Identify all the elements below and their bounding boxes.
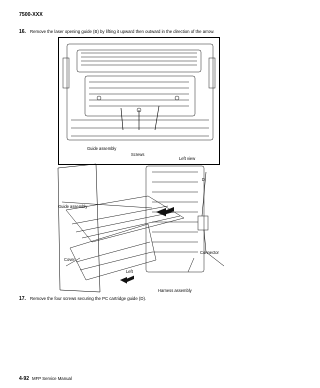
step-number: 17. bbox=[19, 296, 26, 302]
label-cover: Cover bbox=[64, 257, 75, 262]
figure-left-view bbox=[58, 37, 220, 165]
printer-lower-illustration bbox=[56, 162, 236, 294]
step-text: Remove the four screws securing the PC cartridge guide (D). bbox=[30, 296, 147, 301]
label-left-view: Left view bbox=[179, 156, 196, 161]
manual-title: MFP Service Manual bbox=[32, 376, 72, 381]
label-connector: Connector bbox=[200, 250, 219, 255]
step-17 bbox=[19, 296, 146, 302]
label-guide-assembly-lower: Guide assembly bbox=[58, 204, 88, 209]
label-d: D bbox=[202, 177, 205, 182]
page-footer bbox=[19, 376, 72, 382]
page-number: 4-92 bbox=[19, 376, 30, 382]
left-arrow bbox=[120, 276, 134, 284]
step-16 bbox=[19, 29, 214, 35]
printer-upper-illustration bbox=[59, 38, 221, 166]
label-harness-assembly: Harness assembly bbox=[158, 288, 192, 293]
label-left: Left bbox=[126, 269, 133, 274]
label-screws: Screws bbox=[131, 152, 145, 157]
step-number: 16. bbox=[19, 29, 26, 35]
step-text: Remove the laser opening guide (B) by lifting it upward then outward in the direction of the arrow. bbox=[30, 29, 215, 34]
figure-left-side-open bbox=[56, 162, 236, 294]
document-header-model: 7500-XXX bbox=[19, 12, 43, 18]
label-guide-assembly: Guide assembly bbox=[87, 146, 117, 151]
